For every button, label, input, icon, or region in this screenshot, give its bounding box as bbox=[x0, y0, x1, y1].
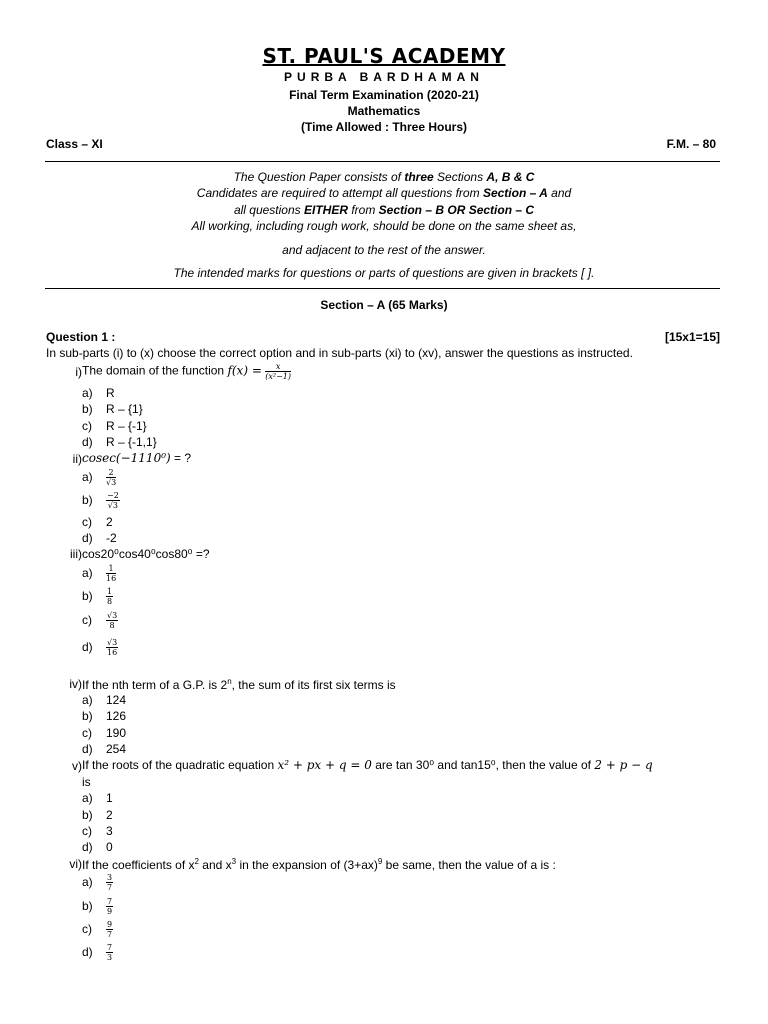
subq-text: If the roots of the quadratic equation x² + px + q = 0 are tan 30⁰ and tan15⁰, then the value of 2 + p − q bbox=[82, 758, 653, 772]
option: b) 2 bbox=[82, 808, 113, 822]
instruction-line-2: Candidates are required to attempt all questions from Section – A and bbox=[196, 186, 572, 200]
subq-text: The domain of the function f(x) = $\frac{x}{\text{(x²−1)}}$ bbox=[82, 362, 291, 381]
subq-num: iv) bbox=[69, 677, 82, 691]
subq-text: If the nth term of a G.P. is 2$^n$, the sum of its first six terms is bbox=[82, 677, 396, 692]
option: d) -2 bbox=[82, 531, 117, 545]
question-marks: [15x1=15] bbox=[664, 330, 720, 344]
full-marks: F.M. – 80 bbox=[666, 137, 716, 151]
option: c) 2 bbox=[82, 515, 113, 529]
option: d) 254 bbox=[82, 742, 127, 756]
option: c) 3 bbox=[82, 824, 113, 838]
divider-bottom bbox=[45, 288, 720, 289]
subq-num: iii) bbox=[70, 547, 82, 561]
option: a) $\frac{3}{7}$ bbox=[82, 873, 113, 892]
option: d) $\frac{7}{3}$ bbox=[82, 943, 113, 962]
class-label: Class – XI bbox=[46, 137, 103, 151]
school-location: PURBA BARDHAMAN bbox=[284, 70, 484, 84]
option: d) R – {-1,1} bbox=[82, 435, 157, 449]
option: b) 126 bbox=[82, 709, 127, 723]
option: b) R – {1} bbox=[82, 402, 143, 416]
option: c) $\frac{9}{7}$ bbox=[82, 920, 113, 939]
subq-num: vi) bbox=[69, 857, 82, 871]
instruction-line-1: The Question Paper consists of three Sections A, B & C bbox=[233, 170, 535, 184]
instruction-line-3: all questions EITHER from Section – B OR Section – C bbox=[233, 203, 535, 217]
subq-text: cosec(−1110⁰) = ? bbox=[82, 451, 192, 465]
divider-top bbox=[45, 161, 720, 162]
subq-text-cont: is bbox=[82, 775, 91, 789]
option: a) 124 bbox=[82, 693, 127, 707]
subq-num: i) bbox=[75, 365, 82, 379]
option: c) $\frac{√3}{8}$ bbox=[82, 611, 118, 630]
subq-text: cos20⁰cos40⁰cos80⁰ =? bbox=[82, 547, 210, 561]
option: c) R – {-1} bbox=[82, 419, 147, 433]
exam-title: Final Term Examination (2020-21) bbox=[289, 88, 479, 102]
time-allowed: (Time Allowed : Three Hours) bbox=[300, 120, 468, 134]
option: b) $\frac{7}{9}$ bbox=[82, 897, 113, 916]
question-instruction: In sub-parts (i) to (x) choose the correct option and in sub-parts (xi) to (xv), answer the questions as instructed. bbox=[46, 346, 633, 360]
section-title: Section – A (65 Marks) bbox=[320, 298, 448, 312]
subq-num: v) bbox=[72, 759, 82, 773]
subject-title: Mathematics bbox=[347, 104, 421, 118]
option: d) $\frac{√3}{16}$ bbox=[82, 638, 118, 657]
option: b) $\frac{-2}{√3}$ bbox=[82, 491, 119, 510]
subq-num: ii) bbox=[72, 452, 82, 466]
option: b) $\frac{1}{8}$ bbox=[82, 587, 113, 606]
question-label: Question 1 : bbox=[46, 330, 116, 344]
instruction-line-4: All working, including rough work, should be done on the same sheet as, bbox=[191, 219, 577, 233]
option: c) 190 bbox=[82, 726, 127, 740]
instruction-line-6: The intended marks for questions or parts of questions are given in brackets [ ]. bbox=[173, 266, 595, 280]
option: a) $\frac{1}{16}$ bbox=[82, 564, 117, 583]
subq-text: If the coefficients of $x^2$ and $x^3$ in the expansion of $(3+ax)^9$ be same, then the value of a is : bbox=[82, 857, 556, 872]
option: a) 1 bbox=[82, 791, 113, 805]
option: a) $\frac{2}{√3}$ bbox=[82, 468, 117, 487]
school-name: ST. PAUL'S ACADEMY bbox=[262, 44, 506, 68]
option: d) 0 bbox=[82, 840, 113, 854]
fraction: $\frac{x}{\text{(x²−1)}}$ bbox=[265, 362, 291, 381]
instruction-line-5: and adjacent to the rest of the answer. bbox=[282, 243, 486, 257]
option: a) R bbox=[82, 386, 115, 400]
